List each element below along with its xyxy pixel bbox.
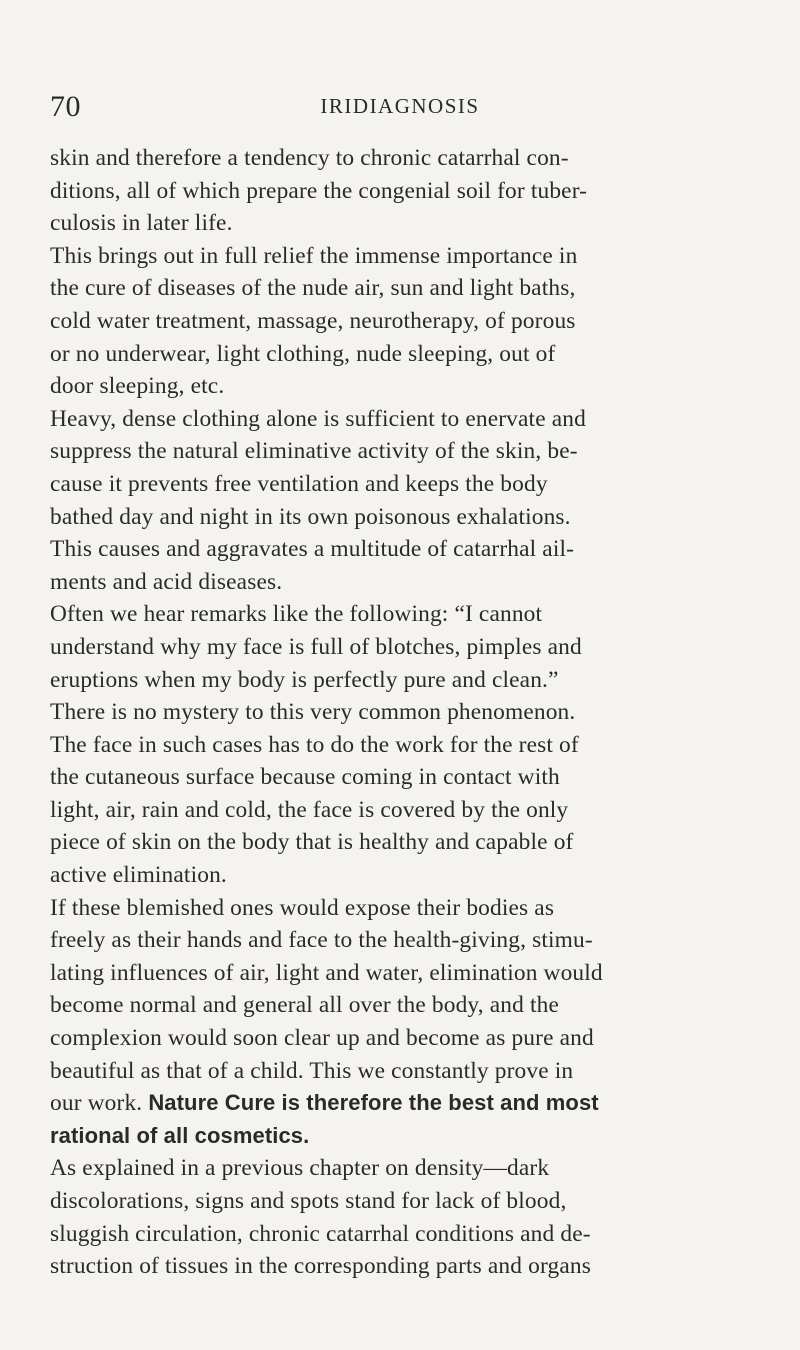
text-line-with-emphasis: [50, 1087, 770, 1120]
text-line: If these blemished ones would expose their bodies as: [50, 894, 555, 921]
text-line: the cutaneous surface because coming in contact with: [50, 764, 560, 791]
text-line: culosis in later life.: [50, 210, 233, 237]
text-line: ments and acid diseases.: [50, 568, 283, 595]
text-line: This brings out in full relief the immense importance in: [50, 242, 578, 269]
text-line: Heavy, dense clothing alone is sufficient to enervate and: [50, 405, 586, 432]
text-line: This causes and aggravates a multitude of catarrhal ail-: [50, 536, 575, 563]
text-line: discolorations, signs and spots stand for lack of blood,: [50, 1188, 567, 1214]
text-line: As explained in a previous chapter on density—dark: [50, 1155, 550, 1182]
text-line: become normal and general all over the body, and the: [50, 992, 559, 1019]
text-line: Often we hear remarks like the following: “I cannot: [50, 601, 543, 628]
text-line: cause it prevents free ventilation and keeps the body: [50, 470, 548, 497]
text-line: struction of tissues in the corresponding parts and organs: [50, 1253, 591, 1280]
text-line: understand why my face is full of blotches, pimples and: [50, 633, 582, 660]
text-line: complexion would soon clear up and become as pure and: [50, 1025, 594, 1052]
text-line-emphasis: [50, 1120, 770, 1153]
emphasis-text: Nature Cure is therefore the best and most: [148, 1090, 599, 1116]
text-line: cold water treatment, massage, neurotherapy, of porous: [50, 307, 576, 334]
text-segment: our work.: [50, 1090, 143, 1117]
text-line: bathed day and night in its own poisonous exhalations.: [50, 503, 571, 530]
emphasis-text: rational of all cosmetics.: [50, 1122, 310, 1148]
running-head: IRIDIAGNOSIS: [320, 94, 480, 118]
text-line: suppress the natural eliminative activity of the skin, be-: [50, 438, 578, 465]
text-line: The face in such cases has to do the work for the rest of: [50, 731, 579, 758]
text-line: light, air, rain and cold, the face is covered by the only: [50, 796, 569, 823]
text-line: active elimination.: [50, 862, 227, 889]
text-line: skin and therefore a tendency to chronic catarrhal con-: [50, 145, 569, 171]
text-line: piece of skin on the body that is healthy and capable of: [50, 829, 574, 856]
text-line: door sleeping, etc.: [50, 373, 225, 400]
body-text: [50, 142, 770, 1283]
text-line: the cure of diseases of the nude air, sun and light baths,: [50, 275, 576, 302]
text-line: eruptions when my body is perfectly pure and clean.”: [50, 666, 559, 693]
text-line: sluggish circulation, chronic catarrhal conditions and de-: [50, 1220, 591, 1247]
page-header: [50, 88, 750, 128]
text-line: ditions, all of which prepare the congenial soil for tuber-: [50, 177, 588, 204]
page-number: 70: [50, 90, 81, 123]
text-line: beautiful as that of a child. This we constantly prove in: [50, 1057, 574, 1084]
text-line: or no underwear, light clothing, nude sleeping, out of: [50, 340, 556, 367]
text-line: freely as their hands and face to the health-giving, stimu-: [50, 927, 593, 954]
text-line: There is no mystery to this very common phenomenon.: [50, 699, 576, 726]
text-line: lating influences of air, light and water, elimination would: [50, 959, 603, 986]
